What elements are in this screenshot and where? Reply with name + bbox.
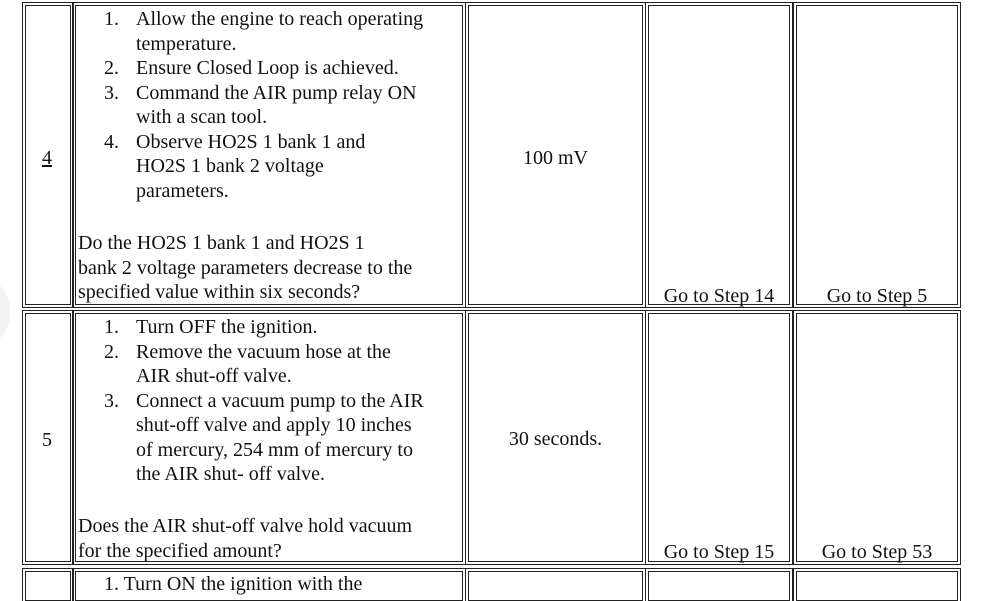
step-item: 3. Command the AIR pump relay ON with a scan tool.: [104, 81, 417, 128]
yes-link[interactable]: Go to Step 14: [663, 285, 775, 307]
action-steps: [78, 315, 424, 487]
value-text: 30 seconds.: [508, 428, 603, 450]
scan-artifact: [0, 282, 10, 342]
value-text: 100 mV: [523, 147, 588, 169]
yes-cell: [648, 5, 790, 305]
yes-cell: [648, 313, 790, 562]
no-link[interactable]: Go to Step 53: [821, 541, 933, 563]
no-cell: [796, 313, 958, 562]
step-item: 3. Connect a vacuum pump to the AIR shut-off valve and apply 10 inches of mercury, 254 mm of mercury to the AIR shut- off valve.: [104, 389, 424, 485]
no-cell: [796, 571, 958, 601]
yes-link[interactable]: Go to Step 15: [663, 541, 775, 563]
step-item: 1. Turn OFF the ignition.: [104, 316, 318, 338]
partial-step-text: 1. Turn ON the ignition with the: [104, 573, 363, 595]
step-number-cell: [25, 571, 71, 601]
step-item: 2. Ensure Closed Loop is achieved.: [104, 57, 399, 79]
question-text: Does the AIR shut-off valve hold vacuum for the specified amount?: [78, 515, 413, 562]
step-item: 2. Remove the vacuum hose at the AIR shut-off valve.: [104, 340, 391, 387]
question-text: Do the HO2S 1 bank 1 and HO2S 1 bank 2 voltage parameters decrease to the specified value within six seconds?: [78, 232, 413, 303]
step-number[interactable]: 4: [42, 147, 52, 169]
step-number: 5: [42, 429, 52, 451]
action-steps: [78, 7, 423, 203]
value-cell: [468, 571, 643, 601]
step-item: 1. Allow the engine to reach operating temperature.: [104, 8, 424, 55]
no-cell: [796, 5, 958, 305]
yes-cell: [648, 571, 790, 601]
no-link[interactable]: Go to Step 5: [826, 285, 928, 307]
step-item: 4. Observe HO2S 1 bank 1 and HO2S 1 bank 2 voltage parameters.: [104, 130, 366, 202]
